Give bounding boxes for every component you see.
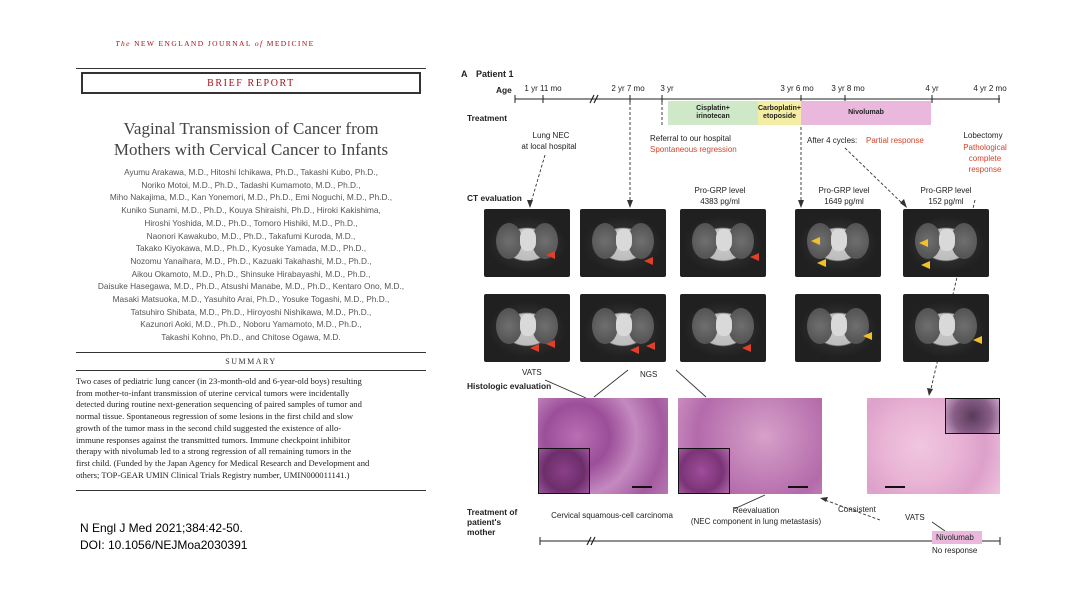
ct-label: CT evaluation — [467, 193, 522, 203]
age-tick-label: 4 yr — [925, 84, 939, 93]
summary-line: from mother-to-infant transmission of uterine cervical tumors were incidentally — [76, 387, 350, 398]
treatment-bar-line: Nivolumab — [848, 109, 884, 116]
histo-label: Histologic evaluation — [467, 381, 552, 391]
histology-inset — [538, 448, 590, 494]
ngs-label: NGS — [640, 370, 658, 379]
treatment-bar-nivolumab — [801, 101, 931, 125]
treatment-bar-carboplatin — [758, 101, 801, 125]
author-line: Nozomu Yanaihara, M.D., Ph.D., Kazuaki Takahashi, M.D., Ph.D., — [130, 255, 372, 266]
summary-line: normal tissue. Spontaneous regression of some lesions in the first child and slow — [76, 411, 354, 422]
author-line: Masaki Matsuoka, M.D., Yasuhito Arai, Ph.D., Yosuke Togashi, M.D., Ph.D., — [112, 294, 390, 305]
summary-heading: SUMMARY — [225, 357, 277, 366]
summary-line: growth of the tumor mass in the second child suggested the existence of allo- — [76, 422, 342, 433]
no-response-label: No response — [932, 546, 978, 555]
consistent-label: Consistent — [838, 505, 876, 514]
citation-line-1: N Engl J Med 2021;384:42-50. — [80, 521, 243, 535]
age-tick-label: 3 yr 6 mo — [780, 84, 814, 93]
histology-inset — [945, 398, 1000, 434]
author-line: Noriko Motoi, M.D., Ph.D., Tadashi Kumamoto, M.D., Ph.D., — [141, 179, 361, 190]
title-line-1: Vaginal Transmission of Cancer from — [123, 119, 379, 138]
author-line: Ayumu Arakawa, M.D., Hitoshi Ichikawa, Ph.D., Takashi Kubo, Ph.D., — [124, 167, 378, 177]
author-line: Daisuke Hasegawa, M.D., Ph.D., Atsushi Manabe, M.D., Ph.D., Kentaro Ono, M.D., — [97, 281, 405, 292]
note-lobectomy: Lobectomy — [963, 131, 1003, 140]
journal-the: The — [115, 39, 131, 48]
red-arrowhead-icon — [644, 257, 653, 265]
yellow-arrowhead-icon — [863, 332, 872, 340]
note-partial-response: Partial response — [866, 136, 924, 145]
title-line-2: Mothers with Cervical Cancer to Infants — [113, 140, 389, 159]
yellow-arrowhead-icon — [921, 261, 930, 269]
ct-scan-image — [680, 294, 766, 362]
note-spontaneous: Spontaneous regression — [650, 145, 737, 154]
age-tick-label: 1 yr 11 mo — [524, 84, 562, 93]
histology-inset — [678, 448, 730, 494]
ct-scan-image — [680, 209, 766, 277]
progrp-label: Pro-GRP level — [920, 186, 972, 195]
panel-title: Patient 1 — [476, 69, 514, 79]
author-line: Hiroshi Yoshida, M.D., Ph.D., Tomoro Hishiki, M.D., Ph.D., — [144, 217, 358, 228]
author-line: Miho Nakajima, M.D., Kan Yonemori, M.D., Ph.D., Emi Noguchi, M.D., Ph.D., — [109, 192, 393, 203]
red-arrowhead-icon — [646, 342, 655, 350]
author-line: Takashi Kohno, Ph.D., and Chitose Ogawa, M.D. — [161, 332, 341, 343]
note-lung-nec: Lung NEC — [532, 131, 570, 140]
reevaluation-label: Reevaluation — [732, 506, 780, 515]
author-line: Kazunori Aoki, M.D., Ph.D., Noboru Yamamoto, M.D., Ph.D., — [140, 319, 362, 330]
note-local-hospital: at local hospital — [521, 142, 577, 151]
summary-line: therapy with nivolumab led to a strong regression of all remaining tumors in the — [76, 446, 352, 457]
scale-bar — [788, 486, 808, 488]
note-after-cycles: After 4 cycles: — [807, 136, 858, 145]
treatment-bar-line: Cisplatin+ — [696, 105, 730, 112]
red-arrowhead-icon — [742, 344, 751, 352]
age-label: Age — [496, 85, 512, 95]
author-line: Kuniko Sunami, M.D., Ph.D., Kouya Shiraishi, Ph.D., Hiroki Kakishima, — [121, 205, 381, 216]
author-line: Naonori Kawakubo, M.D., Ph.D., Takafumi Kuroda, M.D., — [146, 230, 356, 241]
journal-of: of — [254, 39, 264, 48]
histology-image — [678, 398, 822, 494]
ct-scan-image — [484, 209, 570, 277]
note-complete: complete — [968, 154, 1002, 163]
ct-scan-image — [795, 209, 881, 277]
mother-label-1: Treatment of — [467, 507, 518, 517]
progrp-label: Pro-GRP level — [818, 186, 870, 195]
treatment-bar-cisplatin — [668, 101, 758, 125]
progrp-value: 1649 pg/ml — [824, 197, 864, 206]
red-arrowhead-icon — [750, 253, 759, 261]
age-tick-label: 2 yr 7 mo — [611, 84, 645, 93]
note-referral: Referral to our hospital — [650, 134, 731, 143]
age-tick-label: 3 yr — [660, 84, 674, 93]
cervical-label: Cervical squamous-cell carcinoma — [551, 511, 673, 520]
treatment-bar-line: irinotecan — [696, 113, 730, 120]
yellow-arrowhead-icon — [973, 336, 982, 344]
red-arrowhead-icon — [546, 340, 555, 348]
red-arrowhead-icon — [546, 251, 555, 259]
treatment-bar-line: etoposide — [762, 113, 797, 120]
progrp-label: Pro-GRP level — [694, 186, 746, 195]
summary-line: detected during routine next-generation sequencing of paired samples of tumor and — [76, 399, 362, 410]
progrp-value: 152 pg/ml — [928, 197, 964, 206]
scale-bar — [885, 486, 905, 488]
yellow-arrowhead-icon — [919, 239, 928, 247]
note-pathological: Pathological — [963, 143, 1007, 152]
age-tick-label: 3 yr 8 mo — [831, 84, 865, 93]
ct-scan-image — [484, 294, 570, 362]
ct-scan-image — [795, 294, 881, 362]
citation-line-2: DOI: 10.1056/NEJMoa2030391 — [80, 538, 248, 552]
vats-label: VATS — [522, 368, 542, 377]
summary-line: first child. (Funded by the Japan Agency for Medical Research and Development and — [76, 457, 370, 468]
red-arrowhead-icon — [530, 344, 539, 352]
yellow-arrowhead-icon — [817, 259, 826, 267]
author-line: Takako Kiyokawa, M.D., Ph.D., Kyosuke Yamada, M.D., Ph.D., — [135, 243, 367, 254]
panel-letter: A — [461, 69, 468, 79]
author-line: Tatsuhiro Shibata, M.D., Ph.D., Hiroyoshi Nishikawa, M.D., Ph.D., — [130, 306, 372, 317]
author-line: Aikou Okamoto, M.D., Ph.D., Shinsuke Hirabayashi, M.D., Ph.D., — [131, 268, 371, 279]
summary-line: others; TOP-GEAR UMIN Clinical Trials Registry number, UMIN000011141.) — [76, 469, 350, 480]
vats-mother-label: VATS — [905, 513, 925, 522]
ct-scan-image — [903, 209, 989, 277]
yellow-arrowhead-icon — [811, 237, 820, 245]
summary-line: Two cases of pediatric lung cancer (in 23-month-old and 6-year-old boys) resulting — [76, 376, 362, 386]
treatment-label: Treatment — [467, 113, 508, 123]
histology-image — [538, 398, 668, 494]
mother-label-3: mother — [467, 527, 496, 537]
ct-scan-image — [903, 294, 989, 362]
progrp-value: 4383 pg/ml — [700, 197, 740, 206]
mother-nivolumab-label: Nivolumab — [936, 533, 974, 542]
nec-component-label: (NEC component in lung metastasis) — [690, 517, 822, 526]
ct-scan-image — [580, 294, 666, 362]
age-tick-label: 4 yr 2 mo — [973, 84, 1007, 93]
red-arrowhead-icon — [630, 346, 639, 354]
mother-label-2: patient's — [467, 517, 502, 527]
treatment-bar-line: Carboplatin+ — [758, 105, 801, 112]
histology-image — [867, 398, 1000, 494]
journal-medicine: MEDICINE — [266, 39, 315, 48]
journal-name: NEW ENGLAND JOURNAL — [134, 39, 252, 48]
scale-bar — [632, 486, 652, 488]
note-response: response — [968, 165, 1002, 174]
summary-line: immune responses against the transmitted tumors. Immune checkpoint inhibitor — [76, 434, 351, 445]
section-text: BRIEF REPORT — [207, 77, 295, 89]
ct-scan-image — [580, 209, 666, 277]
